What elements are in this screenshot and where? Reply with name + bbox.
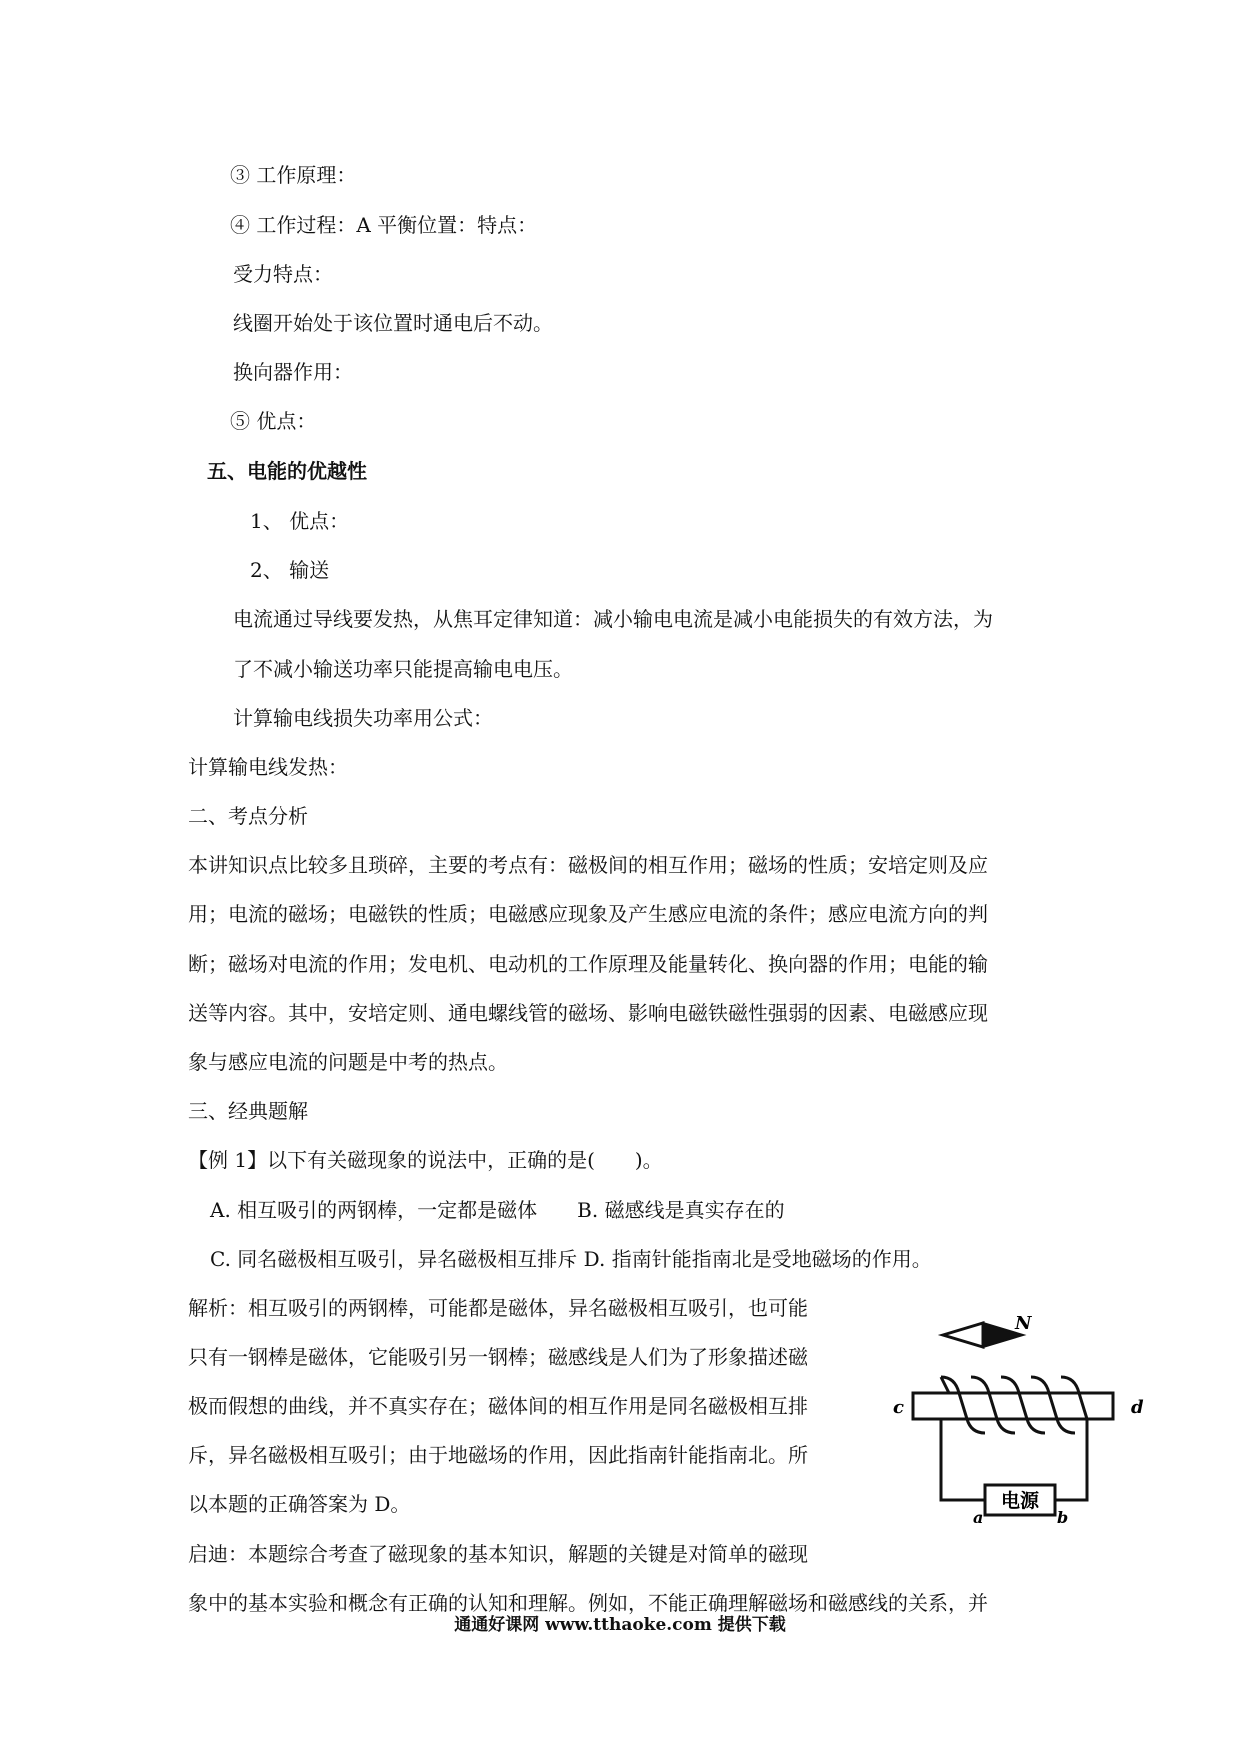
label-a: a bbox=[973, 1508, 984, 1525]
text-line: 象与感应电流的问题是中考的热点。 bbox=[188, 1050, 508, 1074]
label-n: N bbox=[1015, 1313, 1032, 1334]
text-line: 换向器作用： bbox=[233, 360, 353, 384]
section-heading: 二、考点分析 bbox=[188, 804, 308, 828]
text-line: 计算输电线发热： bbox=[188, 755, 348, 779]
text-line: 受力特点： bbox=[233, 262, 333, 286]
text-line: 只有一钢棒是磁体，它能吸引另一钢棒；磁感线是人们为了形象描述磁 bbox=[188, 1345, 808, 1369]
example-question: 【例 1】以下有关磁现象的说法中，正确的是( )。 bbox=[188, 1148, 663, 1172]
text-line: 本讲知识点比较多且琐碎，主要的考点有：磁极间的相互作用；磁场的性质；安培定则及应 bbox=[188, 853, 988, 877]
solenoid-circuit-diagram bbox=[893, 1305, 1173, 1525]
text-line: 线圈开始处于该位置时通电后不动。 bbox=[233, 311, 553, 335]
label-b: b bbox=[1057, 1508, 1069, 1525]
text-line: ③ 工作原理： bbox=[230, 163, 357, 187]
text-line: 了不减小输送功率只能提高输电电压。 bbox=[233, 657, 573, 681]
label-c: c bbox=[893, 1397, 904, 1418]
text-line: ⑤ 优点： bbox=[230, 409, 317, 433]
power-source-label: 电源 bbox=[1000, 1490, 1040, 1512]
text-line: ④ 工作过程：A 平衡位置：特点： bbox=[230, 213, 538, 237]
text-line: 送等内容。其中，安培定则、通电螺线管的磁场、影响电磁铁磁性强弱的因素、电磁感应现 bbox=[188, 1001, 988, 1025]
text-line: 斥，异名磁极相互吸引；由于地磁场的作用，因此指南针能指南北。所 bbox=[188, 1443, 808, 1467]
text-line: 以本题的正确答案为 D。 bbox=[188, 1492, 411, 1516]
compass-needle-left bbox=[943, 1323, 983, 1347]
answer-option-line: A. 相互吸引的两钢棒，一定都是磁体 B. 磁感线是真实存在的 bbox=[210, 1198, 785, 1222]
text-line: 解析：相互吸引的两钢棒，可能都是磁体，异名磁极相互吸引，也可能 bbox=[188, 1296, 808, 1320]
text-line: 用；电流的磁场；电磁铁的性质；电磁感应现象及产生感应电流的条件；感应电流方向的判 bbox=[188, 902, 988, 926]
text-line: 极而假想的曲线，并不真实存在；磁体间的相互作用是同名磁极相互排 bbox=[188, 1394, 808, 1418]
text-line: 断；磁场对电流的作用；发电机、电动机的工作原理及能量转化、换向器的作用；电能的输 bbox=[188, 952, 988, 976]
text-line: 1、 优点： bbox=[250, 509, 350, 533]
answer-option-line: C. 同名磁极相互吸引，异名磁极相互排斥 D. 指南针能指南北是受地磁场的作用。 bbox=[210, 1247, 932, 1271]
section-heading: 三、经典题解 bbox=[188, 1099, 308, 1123]
text-line: 启迪：本题综合考查了磁现象的基本知识，解题的关键是对简单的磁现 bbox=[188, 1542, 808, 1566]
text-line: 电流通过导线要发热，从焦耳定律知道：减小输电电流是减小电能损失的有效方法，为 bbox=[233, 607, 993, 631]
page-footer: 通通好课网 www.tthaoke.com 提供下载 bbox=[454, 1615, 786, 1635]
section-heading: 五、电能的优越性 bbox=[207, 459, 367, 483]
text-line: 2、 输送 bbox=[250, 558, 330, 582]
text-line: 计算输电线损失功率用公式： bbox=[233, 706, 493, 730]
text-line: 象中的基本实验和概念有正确的认知和理解。例如，不能正确理解磁场和磁感线的关系，并 bbox=[188, 1591, 988, 1615]
label-d: d bbox=[1131, 1397, 1144, 1418]
